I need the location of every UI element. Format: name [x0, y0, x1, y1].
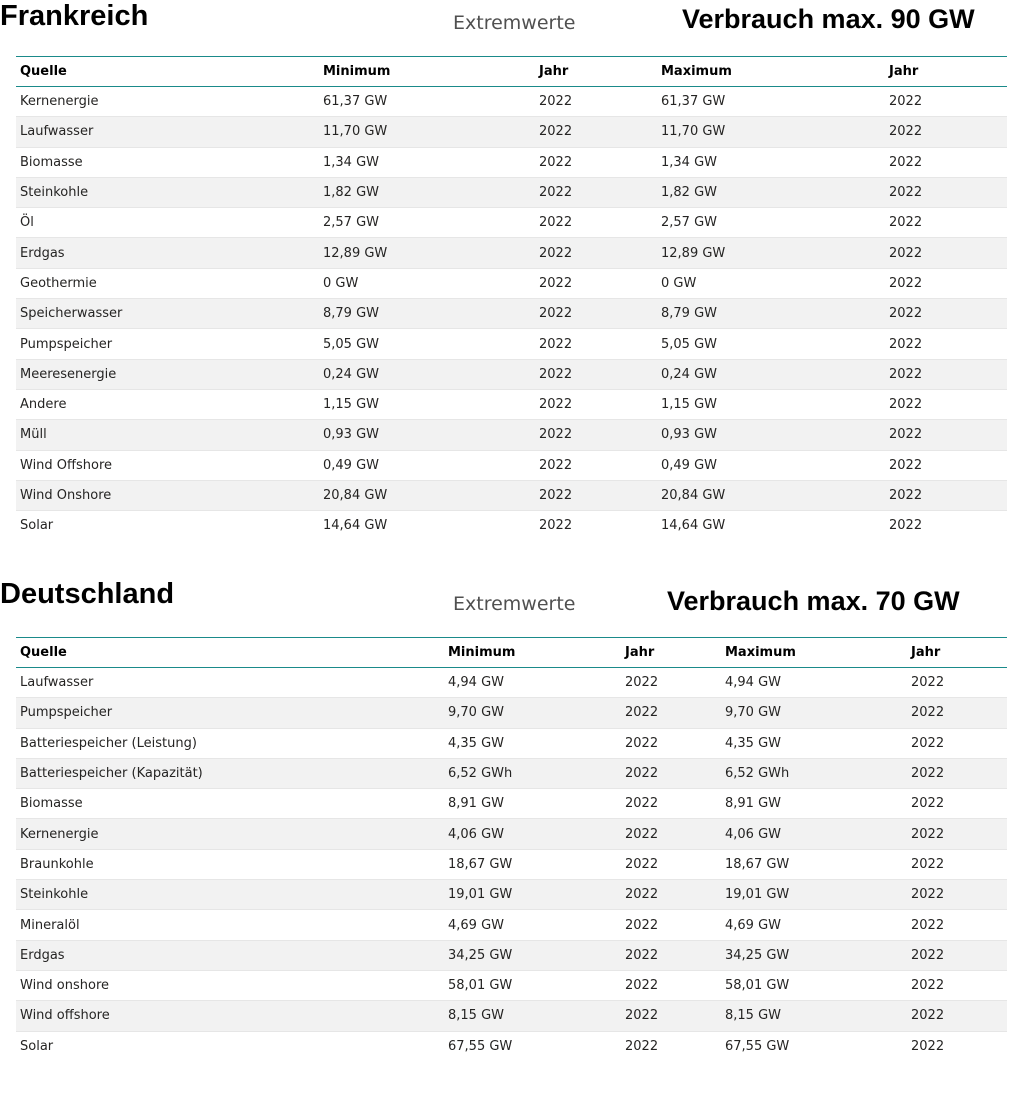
cell-quelle: Braunkohle	[16, 849, 444, 879]
cell-quelle: Meeresenergie	[16, 359, 319, 389]
country-title: Frankreich	[0, 0, 149, 32]
cell-quelle: Batteriespeicher (Kapazität)	[16, 758, 444, 788]
cell-quelle: Batteriespeicher (Leistung)	[16, 728, 444, 758]
cell-minimum: 4,94 GW	[444, 668, 621, 698]
cell-quelle: Kernenergie	[16, 87, 319, 117]
cell-jahr-min: 2022	[621, 819, 721, 849]
cell-maximum: 2,57 GW	[657, 208, 885, 238]
cell-jahr-min: 2022	[621, 789, 721, 819]
cell-minimum: 0,24 GW	[319, 359, 535, 389]
cell-quelle: Pumpspeicher	[16, 698, 444, 728]
cell-maximum: 5,05 GW	[657, 329, 885, 359]
table-row[interactable]	[16, 758, 1007, 788]
table-row[interactable]	[16, 268, 1007, 298]
cell-quelle: Biomasse	[16, 147, 319, 177]
column-header-quelle[interactable]: Quelle	[16, 57, 319, 87]
column-header-maximum[interactable]: Maximum	[721, 638, 907, 668]
cell-minimum: 8,91 GW	[444, 789, 621, 819]
cell-maximum: 4,35 GW	[721, 728, 907, 758]
cell-jahr-max: 2022	[907, 668, 1007, 698]
cell-minimum: 61,37 GW	[319, 87, 535, 117]
cell-maximum: 8,15 GW	[721, 1001, 907, 1031]
cell-jahr-min: 2022	[535, 480, 657, 510]
cell-minimum: 12,89 GW	[319, 238, 535, 268]
cell-quelle: Steinkohle	[16, 880, 444, 910]
cell-minimum: 4,35 GW	[444, 728, 621, 758]
table-row[interactable]	[16, 728, 1007, 758]
cell-maximum: 0,49 GW	[657, 450, 885, 480]
cell-maximum: 8,79 GW	[657, 299, 885, 329]
table-row[interactable]	[16, 177, 1007, 207]
cell-jahr-max: 2022	[889, 518, 923, 534]
column-header-minimum[interactable]: Minimum	[444, 638, 621, 668]
cell-minimum: 8,15 GW	[444, 1001, 621, 1031]
section-subtitle: Extremwerte	[453, 593, 576, 615]
cell-jahr-max: 2022	[907, 819, 1007, 849]
cell-jahr-min: 2022	[621, 970, 721, 1000]
cell-quelle: Müll	[16, 420, 319, 450]
extremes-table	[16, 637, 1007, 1061]
table-row[interactable]	[16, 87, 1007, 117]
cell-jahr-max: 2022	[907, 910, 1007, 940]
cell-maximum: 4,94 GW	[721, 668, 907, 698]
cell-jahr-max: 2022	[885, 420, 1007, 450]
cell-jahr-max: 2022	[907, 758, 1007, 788]
cell-maximum: 20,84 GW	[657, 480, 885, 510]
cell-quelle: Geothermie	[16, 268, 319, 298]
cell-minimum: 0,49 GW	[319, 450, 535, 480]
cell-jahr-min: 2022	[621, 849, 721, 879]
cell-jahr-min: 2022	[535, 238, 657, 268]
cell-maximum: 11,70 GW	[657, 117, 885, 147]
section-subtitle: Extremwerte	[453, 12, 576, 34]
column-header-jahr-max[interactable]: Jahr	[907, 638, 1007, 668]
cell-minimum: 19,01 GW	[444, 880, 621, 910]
table-row[interactable]	[16, 910, 1007, 940]
cell-quelle: Wind Onshore	[16, 480, 319, 510]
cell-quelle: Wind offshore	[16, 1001, 444, 1031]
cell-maximum: 1,34 GW	[657, 147, 885, 177]
table-row[interactable]	[16, 208, 1007, 238]
table-row[interactable]	[16, 329, 1007, 359]
cell-quelle: Erdgas	[16, 238, 319, 268]
cell-quelle: Speicherwasser	[16, 299, 319, 329]
table-row[interactable]	[16, 389, 1007, 419]
table-row[interactable]	[16, 970, 1007, 1000]
cell-jahr-min: 2022	[621, 758, 721, 788]
cell-maximum: 4,69 GW	[721, 910, 907, 940]
table-header-row	[16, 57, 1007, 87]
cell-maximum: 19,01 GW	[721, 880, 907, 910]
extremes-table	[16, 56, 1007, 540]
cell-quelle: Erdgas	[16, 940, 444, 970]
cell-jahr-min: 2022	[621, 910, 721, 940]
cell-jahr-max: 2022	[907, 880, 1007, 910]
table-row[interactable]	[16, 698, 1007, 728]
cell-maximum: 58,01 GW	[721, 970, 907, 1000]
cell-minimum: 6,52 GWh	[444, 758, 621, 788]
cell-quelle: Wind Offshore	[16, 450, 319, 480]
cell-minimum: 58,01 GW	[444, 970, 621, 1000]
cell-jahr-max: 2022	[885, 268, 1007, 298]
cell-maximum: 4,06 GW	[721, 819, 907, 849]
cell-jahr-min: 2022	[535, 389, 657, 419]
cell-jahr-max: 2022	[907, 849, 1007, 879]
cell-maximum: 18,67 GW	[721, 849, 907, 879]
cell-jahr-max: 2022	[885, 389, 1007, 419]
cell-minimum: 18,67 GW	[444, 849, 621, 879]
column-header-minimum[interactable]: Minimum	[319, 57, 535, 87]
cell-minimum: 11,70 GW	[319, 117, 535, 147]
cell-minimum: 0,93 GW	[319, 420, 535, 450]
cell-jahr-max: 2022	[907, 1001, 1007, 1031]
cell-jahr-min: 2022	[535, 177, 657, 207]
cell-minimum: 14,64 GW	[323, 518, 388, 534]
cell-jahr-max: 2022	[885, 208, 1007, 238]
cell-jahr-min: 2022	[535, 359, 657, 389]
cell-maximum: 34,25 GW	[721, 940, 907, 970]
cell-minimum: 9,70 GW	[444, 698, 621, 728]
cell-minimum: 2,57 GW	[319, 208, 535, 238]
cell-jahr-min: 2022	[625, 1038, 659, 1054]
cell-quelle: Pumpspeicher	[16, 329, 319, 359]
cell-jahr-min: 2022	[535, 117, 657, 147]
table-row[interactable]	[16, 480, 1007, 510]
table-row[interactable]	[16, 940, 1007, 970]
table-row[interactable]	[16, 819, 1007, 849]
cell-minimum: 4,69 GW	[444, 910, 621, 940]
cell-minimum: 8,79 GW	[319, 299, 535, 329]
cell-jahr-max: 2022	[907, 940, 1007, 970]
cell-jahr-max: 2022	[907, 970, 1007, 1000]
cell-jahr-max: 2022	[907, 789, 1007, 819]
cell-maximum: 0 GW	[657, 268, 885, 298]
table-row[interactable]	[16, 849, 1007, 879]
cell-maximum: 8,91 GW	[721, 789, 907, 819]
cell-quelle: Mineralöl	[16, 910, 444, 940]
table-header-row	[16, 638, 1007, 668]
cell-minimum: 1,34 GW	[319, 147, 535, 177]
table-row[interactable]	[16, 238, 1007, 268]
table-row[interactable]	[16, 450, 1007, 480]
cell-maximum: 61,37 GW	[657, 87, 885, 117]
cell-minimum: 34,25 GW	[444, 940, 621, 970]
cell-minimum: 4,06 GW	[444, 819, 621, 849]
cell-quelle: Wind onshore	[16, 970, 444, 1000]
cell-quelle: Öl	[16, 208, 319, 238]
cell-jahr-min: 2022	[621, 698, 721, 728]
cell-quelle: Solar	[20, 1038, 54, 1054]
table-row[interactable]	[16, 299, 1007, 329]
cell-jahr-max: 2022	[885, 87, 1007, 117]
cell-quelle: Andere	[16, 389, 319, 419]
cell-jahr-max: 2022	[885, 117, 1007, 147]
cell-maximum: 12,89 GW	[657, 238, 885, 268]
cell-quelle: Kernenergie	[16, 819, 444, 849]
cell-maximum: 0,24 GW	[657, 359, 885, 389]
consumption-max: Verbrauch max. 70 GW	[667, 586, 960, 616]
cell-jahr-max: 2022	[885, 238, 1007, 268]
cell-quelle: Solar	[20, 518, 54, 534]
cell-maximum: 6,52 GWh	[721, 758, 907, 788]
cell-minimum: 1,15 GW	[319, 389, 535, 419]
cell-quelle: Steinkohle	[16, 177, 319, 207]
table-row[interactable]	[16, 1001, 1007, 1031]
cell-minimum: 1,82 GW	[319, 177, 535, 207]
cell-minimum: 20,84 GW	[319, 480, 535, 510]
cell-quelle: Biomasse	[16, 789, 444, 819]
column-header-jahr-max[interactable]: Jahr	[885, 57, 1007, 87]
cell-maximum: 1,82 GW	[657, 177, 885, 207]
cell-jahr-min: 2022	[535, 268, 657, 298]
cell-jahr-min: 2022	[621, 940, 721, 970]
cell-maximum: 0,93 GW	[657, 420, 885, 450]
table-row[interactable]	[16, 511, 1007, 541]
consumption-max: Verbrauch max. 90 GW	[682, 4, 975, 34]
cell-jahr-max: 2022	[911, 1038, 945, 1054]
cell-jahr-min: 2022	[535, 208, 657, 238]
table-row[interactable]	[16, 420, 1007, 450]
cell-jahr-min: 2022	[621, 728, 721, 758]
cell-quelle: Laufwasser	[16, 668, 444, 698]
cell-jahr-max: 2022	[885, 480, 1007, 510]
table-row[interactable]	[16, 668, 1007, 698]
cell-minimum: 0 GW	[319, 268, 535, 298]
cell-jahr-min: 2022	[535, 450, 657, 480]
cell-jahr-min: 2022	[535, 147, 657, 177]
cell-minimum: 5,05 GW	[319, 329, 535, 359]
cell-maximum: 67,55 GW	[725, 1038, 790, 1054]
cell-jahr-min: 2022	[535, 87, 657, 117]
table-row[interactable]	[16, 880, 1007, 910]
cell-jahr-max: 2022	[907, 728, 1007, 758]
cell-maximum: 9,70 GW	[721, 698, 907, 728]
cell-jahr-max: 2022	[885, 299, 1007, 329]
table-row[interactable]	[16, 789, 1007, 819]
cell-jahr-max: 2022	[885, 147, 1007, 177]
cell-maximum: 1,15 GW	[657, 389, 885, 419]
cell-maximum: 14,64 GW	[661, 518, 726, 534]
table-row[interactable]	[16, 147, 1007, 177]
column-header-maximum[interactable]: Maximum	[657, 57, 885, 87]
cell-jahr-min: 2022	[621, 668, 721, 698]
table-row[interactable]	[16, 1031, 1007, 1061]
cell-jahr-max: 2022	[885, 329, 1007, 359]
cell-jahr-min: 2022	[535, 420, 657, 450]
cell-jahr-max: 2022	[885, 450, 1007, 480]
cell-minimum: 67,55 GW	[448, 1038, 513, 1054]
cell-quelle: Laufwasser	[16, 117, 319, 147]
cell-jahr-min: 2022	[535, 329, 657, 359]
cell-jahr-min: 2022	[535, 299, 657, 329]
cell-jahr-max: 2022	[907, 698, 1007, 728]
column-header-quelle[interactable]: Quelle	[16, 638, 444, 668]
column-header-jahr-min[interactable]: Jahr	[621, 638, 721, 668]
country-title: Deutschland	[0, 578, 175, 610]
table-row[interactable]	[16, 117, 1007, 147]
column-header-jahr-min[interactable]: Jahr	[535, 57, 657, 87]
cell-jahr-min: 2022	[621, 1001, 721, 1031]
cell-jahr-max: 2022	[885, 177, 1007, 207]
table-row[interactable]	[16, 359, 1007, 389]
cell-jahr-min: 2022	[539, 518, 573, 534]
cell-jahr-max: 2022	[885, 359, 1007, 389]
cell-jahr-min: 2022	[621, 880, 721, 910]
